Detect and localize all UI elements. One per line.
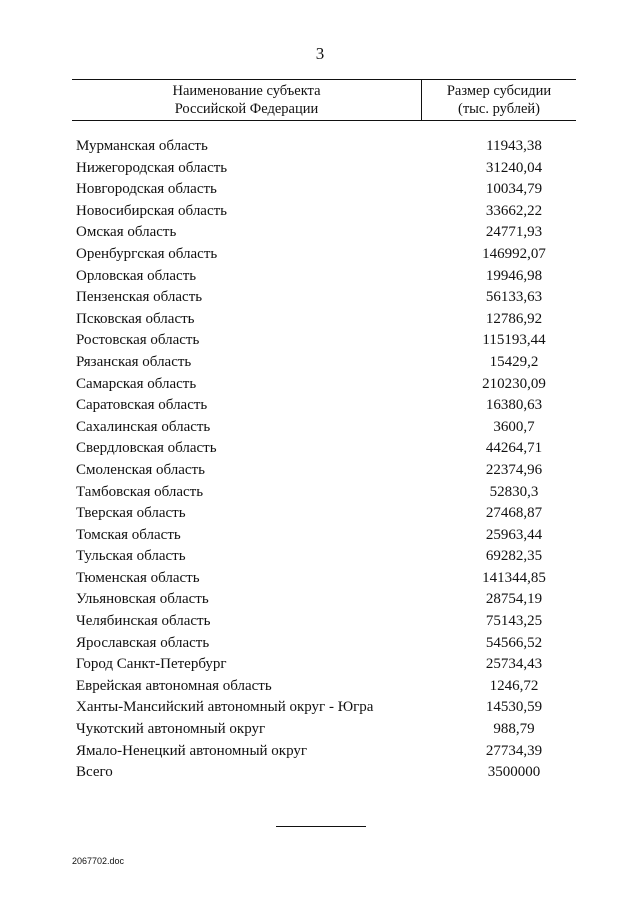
table-row bbox=[72, 201, 576, 223]
subsidy-amount: 28754,19 bbox=[485, 591, 543, 608]
table-row bbox=[72, 719, 576, 741]
subsidy-amount: 56133,63 bbox=[485, 289, 543, 306]
subsidy-amount: 16380,63 bbox=[485, 397, 543, 414]
table-row bbox=[72, 568, 576, 590]
region-name: Ульяновская область bbox=[76, 591, 209, 608]
subsidy-amount: 27468,87 bbox=[485, 505, 543, 522]
table-row bbox=[72, 179, 576, 201]
table-row bbox=[72, 438, 576, 460]
subsidy-amount: 146992,07 bbox=[482, 245, 546, 262]
region-name: Орловская область bbox=[76, 267, 197, 284]
subsidy-amount: 3500000 bbox=[487, 764, 541, 781]
subsidy-amount: 3600,7 bbox=[493, 418, 535, 435]
subsidy-amount: 52830,3 bbox=[489, 483, 539, 500]
region-name: Тверская область bbox=[76, 505, 186, 522]
table-row bbox=[72, 676, 576, 698]
table-row bbox=[72, 503, 576, 525]
document-code: 2067702.doc bbox=[72, 856, 125, 866]
region-name: Тульская область bbox=[76, 548, 186, 565]
subsidy-table bbox=[72, 79, 576, 784]
region-name: Смоленская область bbox=[76, 461, 205, 478]
table-row bbox=[72, 741, 576, 763]
table-row bbox=[72, 633, 576, 655]
header-region-line2: Российской Федерации bbox=[174, 101, 319, 117]
subsidy-amount: 11943,38 bbox=[486, 138, 542, 154]
region-name: Томская область bbox=[76, 526, 181, 543]
subsidy-amount: 27734,39 bbox=[485, 742, 543, 759]
table-row bbox=[72, 287, 576, 309]
table-row bbox=[72, 417, 576, 439]
header-amount-column bbox=[422, 80, 576, 120]
header-amount-line1: Размер субсидии bbox=[446, 83, 552, 99]
table-row bbox=[72, 158, 576, 180]
subsidy-amount: 988,79 bbox=[493, 721, 535, 738]
region-name: Ростовская область bbox=[76, 332, 200, 349]
region-name: Самарская область bbox=[76, 375, 197, 392]
table-row bbox=[72, 525, 576, 547]
region-name: Всего bbox=[76, 764, 113, 781]
table-header-rule bbox=[72, 120, 576, 121]
region-name: Омская область bbox=[76, 224, 177, 241]
region-name: Тамбовская область bbox=[76, 483, 204, 500]
subsidy-amount: 141344,85 bbox=[482, 569, 546, 586]
table-row bbox=[72, 395, 576, 417]
subsidy-amount: 12786,92 bbox=[485, 310, 543, 327]
header-amount-line2: (тыс. рублей) bbox=[458, 101, 540, 117]
region-name: Город Санкт-Петербург bbox=[76, 656, 227, 673]
table-row bbox=[72, 611, 576, 633]
table-row bbox=[72, 309, 576, 331]
subsidy-amount: 75143,25 bbox=[485, 613, 543, 630]
table-row bbox=[72, 482, 576, 504]
table-row bbox=[72, 697, 576, 719]
subsidy-amount: 25734,43 bbox=[485, 656, 543, 673]
subsidy-amount: 25963,44 bbox=[485, 526, 543, 543]
region-name: Саратовская область bbox=[76, 397, 208, 414]
region-name: Свердловская область bbox=[76, 440, 217, 457]
subsidy-amount: 10034,79 bbox=[485, 181, 543, 198]
region-name: Тюменская область bbox=[76, 569, 200, 586]
header-region-line1: Наименование субъекта bbox=[172, 83, 321, 99]
table-body bbox=[72, 136, 576, 784]
subsidy-amount: 1246,72 bbox=[489, 677, 539, 694]
table-row bbox=[72, 136, 576, 158]
table-row bbox=[72, 330, 576, 352]
subsidy-amount: 15429,2 bbox=[489, 353, 539, 370]
region-name: Пензенская область bbox=[76, 289, 203, 306]
region-name: Оренбургская область bbox=[76, 245, 218, 262]
region-name: Нижегородская область bbox=[76, 159, 228, 176]
subsidy-amount: 31240,04 bbox=[485, 159, 543, 176]
region-name: Сахалинская область bbox=[76, 418, 211, 435]
table-row bbox=[72, 460, 576, 482]
table-row bbox=[72, 352, 576, 374]
subsidy-amount: 22374,96 bbox=[485, 461, 543, 478]
subsidy-amount: 44264,71 bbox=[485, 440, 543, 457]
table-row bbox=[72, 244, 576, 266]
end-of-document-line bbox=[276, 826, 366, 827]
table-row bbox=[72, 546, 576, 568]
region-name: Рязанская область bbox=[76, 353, 192, 370]
subsidy-amount: 33662,22 bbox=[485, 202, 543, 219]
table-row bbox=[72, 654, 576, 676]
table-row bbox=[72, 266, 576, 288]
region-name: Ярославская область bbox=[76, 634, 210, 651]
subsidy-amount: 24771,93 bbox=[485, 224, 543, 241]
table-header bbox=[72, 80, 576, 120]
table-row bbox=[72, 222, 576, 244]
page-number: 3 bbox=[315, 44, 325, 63]
region-name: Новгородская область bbox=[76, 181, 217, 198]
region-name: Ханты-Мансийский автономный округ - Югра bbox=[76, 699, 374, 716]
subsidy-amount: 14530,59 bbox=[485, 699, 543, 716]
subsidy-amount: 54566,52 bbox=[485, 634, 543, 651]
region-name: Мурманская область bbox=[76, 138, 208, 154]
region-name: Псковская область bbox=[76, 310, 195, 327]
table-row bbox=[72, 762, 576, 784]
region-name: Чукотский автономный округ bbox=[76, 721, 266, 738]
region-name: Новосибирская область bbox=[76, 202, 228, 219]
region-name: Челябинская область bbox=[76, 613, 211, 630]
region-name: Ямало-Ненецкий автономный округ bbox=[76, 742, 308, 759]
subsidy-amount: 19946,98 bbox=[485, 267, 543, 284]
table-row bbox=[72, 589, 576, 611]
subsidy-amount: 115193,44 bbox=[482, 332, 546, 349]
region-name: Еврейская автономная область bbox=[76, 677, 272, 694]
subsidy-amount: 69282,35 bbox=[485, 548, 543, 565]
table-row bbox=[72, 374, 576, 396]
header-region-column bbox=[72, 80, 422, 120]
subsidy-amount: 210230,09 bbox=[482, 375, 546, 392]
